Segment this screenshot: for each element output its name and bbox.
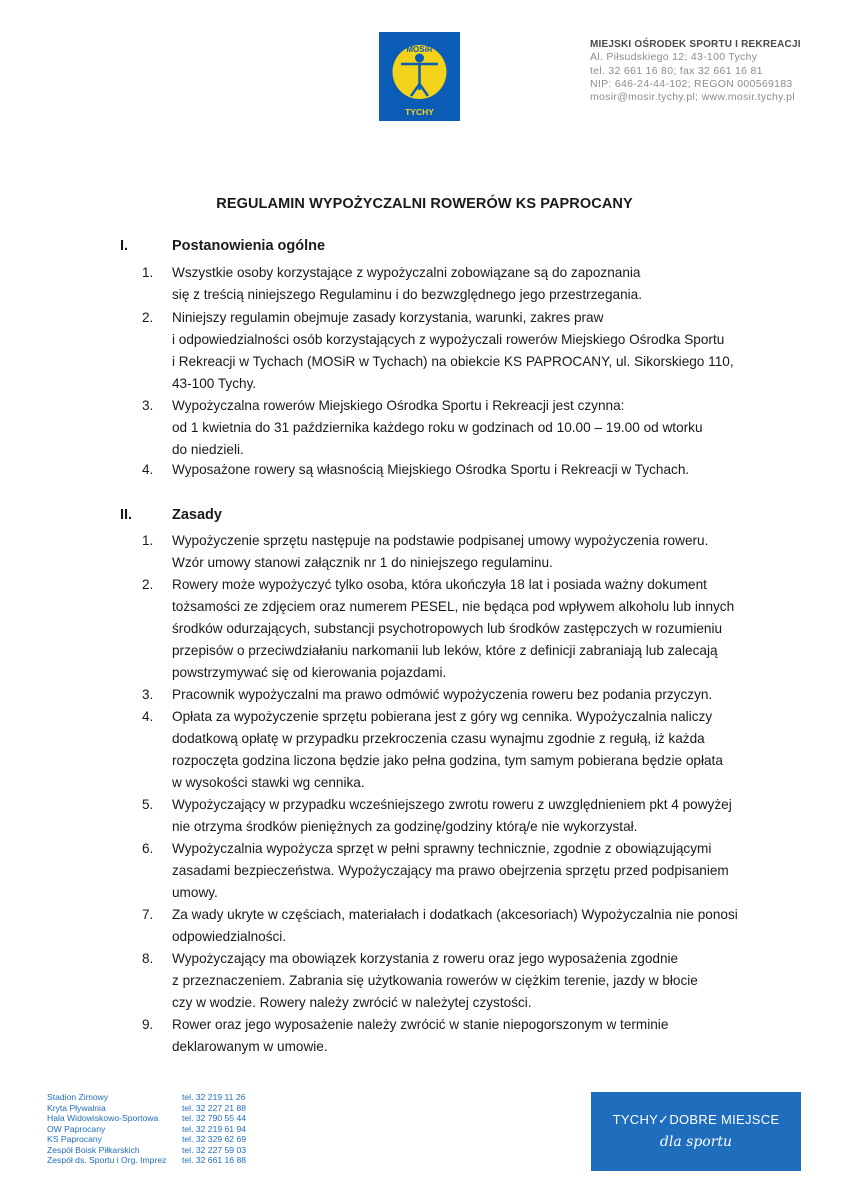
item-line: Za wady ukryte w częściach, materiałach i dodatkach (akcesoriach) Wypożyczalnia nie ponosi [172,907,738,922]
mosir-logo [379,32,460,121]
facility-row [47,1124,246,1135]
item-line: się z treścią niniejszego Regulaminu i do bezwzględnego jego przestrzegania. [172,287,643,302]
list-item [120,948,770,1014]
item-line: umowy. [172,885,218,900]
facility-name: Kryta Pływalnia [47,1102,106,1113]
item-line: nie otrzyma środków pieniężnych za godzinę/godziny którą/e nie wykorzystał. [172,819,638,834]
org-phone: tel. 32 661 16 80; fax 32 661 16 81 [590,64,763,77]
organization-info [590,38,805,104]
section-title: Postanowienia ogólne [172,238,326,254]
section-number: II. [120,507,133,523]
section-heading [120,238,325,254]
list-item [120,1014,770,1058]
list-item [120,262,770,306]
facility-name: KS Paprocany [47,1134,102,1144]
facility-name: Hala Widowiskowo-Sportowa [47,1113,159,1123]
facility-name: Stadion Zimowy [47,1092,109,1102]
item-number: 5. [142,797,154,812]
facility-phone: tel. 32 227 21 88 [182,1102,247,1113]
item-number: 7. [142,907,154,922]
tychy-banner [591,1092,801,1171]
list-item [120,684,770,706]
item-line: deklarowanym w umowie. [172,1039,328,1054]
list-item [120,307,770,395]
facility-row [47,1134,246,1145]
facility-phone: tel. 32 329 62 69 [182,1134,247,1144]
list-item [120,838,770,904]
item-line: Wypożyczający ma obowiązek korzystania z roweru oraz jego wyposażenia zgodnie [172,951,679,966]
facility-name: Zespół ds. Sportu i Org. Imprez [47,1155,167,1165]
list-item [120,574,770,684]
facilities-list [47,1092,246,1166]
org-address: Al. Piłsudskiego 12; 43-100 Tychy [590,51,758,64]
item-line: do niedzieli. [172,442,244,457]
facility-row [47,1103,246,1114]
facility-phone: tel. 32 219 11 26 [182,1092,246,1102]
item-number: 3. [142,398,154,413]
item-line: rozpoczęta godzina liczona będzie jako pełna godzina, tym samym pobierana będzie opłata [172,753,723,768]
banner-slogan: TYCHY✓DOBRE MIEJSCE [612,1112,780,1127]
item-number: 6. [142,841,154,856]
item-line: od 1 kwietnia do 31 października każdego roku w godzinach od 10.00 – 19.00 od wtorku [172,420,703,435]
item-line: powstrzymywać się od kierowania pojazdami. [172,665,447,680]
facility-row [47,1092,246,1103]
list-item [120,395,770,461]
list-item [120,530,770,574]
item-number: 1. [142,265,154,280]
item-line: Wypożyczenie sprzętu następuje na podstawie podpisanej umowy wypożyczenia roweru. [172,533,709,548]
item-line: zasadami bezpieczeństwa. Wypożyczający ma prawo obejrzenia sprzętu przed podpisaniem [172,863,729,878]
item-line: i Rekreacji w Tychach (MOSiR w Tychach) na obiekcie KS PAPROCANY, ul. Sikorskiego 110, [172,354,734,369]
facility-name: Zespół Boisk Piłkarskich [47,1144,140,1155]
facility-phone: tel. 32 219 61 94 [182,1123,247,1134]
facility-row [47,1145,246,1156]
list-item [120,904,770,948]
item-number: 4. [142,462,154,477]
item-number: 2. [142,310,154,325]
org-name: MIEJSKI OŚRODEK SPORTU I REKREACJI [590,39,801,50]
item-line: w wysokości stawki wg cennika. [172,775,365,790]
item-line: Opłata za wypożyczenie sprzętu pobierana jest z góry wg cennika. Wypożyczalnia naliczy [172,709,713,724]
item-line: Rower oraz jego wyposażenie należy zwrócić w stanie niepogorszonym w terminie [172,1017,669,1032]
item-line: przepisów o przeciwdziałaniu narkomanii lub leków, które z definicji zabraniają lub zalecają [172,643,718,658]
mosir-emblem-icon [379,32,460,121]
list-item [120,459,770,481]
org-contact: mosir@mosir.tychy.pl; www.mosir.tychy.pl [590,91,795,104]
item-line: Wyposażone rowery są własnością Miejskiego Ośrodka Sportu i Rekreacji w Tychach. [172,462,690,477]
facility-row [47,1113,246,1124]
item-number: 1. [142,533,154,548]
item-line: 43-100 Tychy. [172,376,257,391]
org-ids: NIP: 646-24-44-102; REGON 000569183 [590,77,793,90]
item-line: Wypożyczalna rowerów Miejskiego Ośrodka Sportu i Rekreacji jest czynna: [172,398,625,413]
section-heading [120,507,222,523]
item-line: Wzór umowy stanowi załącznik nr 1 do niniejszego regulaminu. [172,555,553,570]
item-number: 3. [142,687,154,702]
logo-bottom-text: TYCHY [405,107,434,117]
section-number: I. [120,238,129,254]
item-number: 4. [142,709,154,724]
item-line: tożsamości ze zdjęciem oraz numerem PESEL, nie będąca pod wpływem alkoholu lub innych [172,599,735,614]
document-title: REGULAMIN WYPOŻYCZALNI ROWERÓW KS PAPROCANY [216,196,633,212]
item-line: Niniejszy regulamin obejmuje zasady korzystania, warunki, zakres praw [172,310,604,325]
item-line: Pracownik wypożyczalni ma prawo odmówić wypożyczenia roweru bez podania przyczyn. [172,687,713,702]
logo-top-text: MOSiR [406,45,433,54]
item-line: Wszystkie osoby korzystające z wypożyczalni zobowiązane są do zapoznania [172,265,641,280]
item-number: 8. [142,951,154,966]
list-item [120,706,770,794]
item-line: środków odurzających, substancji psychotropowych lub środków zastępczych w rozumieniu [172,621,723,636]
item-line: dodatkową opłatę w przypadku przekroczenia czasu wynajmu zgodnie z regułą, iż każda [172,731,705,746]
facility-phone: tel. 32 661 16 88 [182,1155,247,1165]
facility-row [47,1155,246,1166]
item-number: 2. [142,577,154,592]
facility-name: OW Paprocany [47,1123,106,1134]
item-number: 9. [142,1017,154,1032]
section-title: Zasady [172,507,222,523]
list-item [120,794,770,838]
banner-subtitle: dla sportu [659,1134,733,1150]
item-line: Wypożyczalnia wypożycza sprzęt w pełni sprawny technicznie, zgodnie z obowiązującymi [172,841,712,856]
item-line: z przeznaczeniem. Zabrania się użytkowania rowerów w ciężkim terenie, jazdy w błocie [172,973,698,988]
item-line: Rowery może wypożyczyć tylko osoba, która ukończyła 18 lat i posiada ważny dokument [172,577,707,592]
item-line: Wypożyczający w przypadku wcześniejszego zwrotu roweru z uwzględnieniem pkt 4 powyżej [172,797,732,812]
item-line: i odpowiedzialności osób korzystających z wypożyczali rowerów Miejskiego Ośrodka Sportu [172,332,725,347]
facility-phone: tel. 32 790 55 44 [182,1113,247,1123]
facility-phone: tel. 32 227 59 03 [182,1144,247,1155]
item-line: czy w wodzie. Rowery należy zwrócić w należytej czystości. [172,995,532,1010]
item-line: odpowiedzialności. [172,929,287,944]
